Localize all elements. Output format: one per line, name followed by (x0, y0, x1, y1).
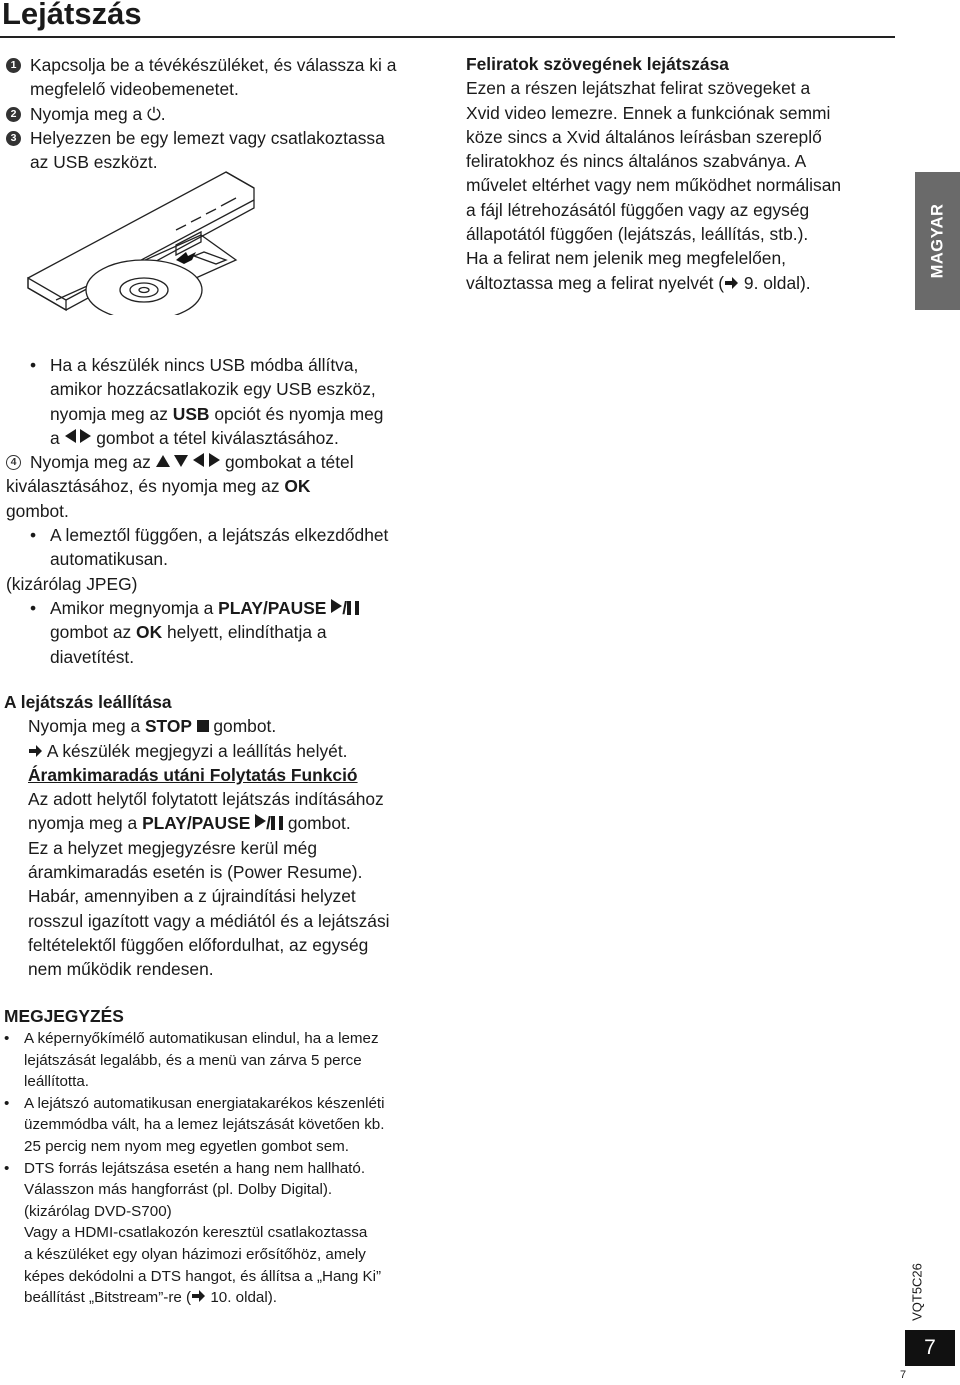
note-3-ref: 10. oldal). (206, 1289, 278, 1307)
step-4-bullet-1-line-2: automatikusan. (50, 549, 168, 570)
model-code (900, 1262, 934, 1322)
page-title: Lejátszás (2, 0, 142, 31)
usb-note-line-3 (50, 402, 383, 426)
resume-text-2: gombot. (282, 813, 351, 834)
stop-text: Nyomja meg a (28, 716, 145, 737)
bullet-2-text-2: gombot az (50, 622, 137, 643)
arrow-right-icon (191, 1289, 206, 1303)
subtitle-line-9 (466, 271, 896, 295)
note-1-line-1: A képernyőkímélő automatikusan elindul, ha a lemez (24, 1030, 379, 1047)
note-3-text: beállítást „Bitstream”-re ( (24, 1289, 192, 1307)
step-2-end: . (160, 103, 166, 124)
step-4-line-3: gombot. (6, 500, 69, 521)
right-arrow-icon (80, 429, 91, 443)
play-icon (331, 599, 342, 613)
play-icon (255, 814, 266, 828)
note-3 (4, 1158, 434, 1309)
step-4-bullet-1-line-1: A lemeztől függően, a lejátszás elkezdődhet (50, 525, 389, 546)
resume-line-7: feltételektől függően előfordulhat, az egység (28, 934, 369, 955)
left-arrow-icon (193, 453, 204, 467)
stop-line-2 (4, 739, 454, 763)
step-2 (6, 102, 446, 126)
note-3-line-7 (24, 1287, 381, 1309)
step-1 (6, 53, 446, 102)
pause-icon (271, 816, 283, 830)
subtitle-section (466, 52, 896, 295)
usb-note-text-2: opciót és nyomja meg (209, 403, 384, 424)
step-3 (6, 126, 446, 175)
stop-heading: A lejátszás leállítása (4, 692, 172, 712)
arrow-right-icon (724, 276, 739, 290)
step-number-4: 4 (6, 455, 21, 470)
step-3-line-2: az USB eszközt. (30, 152, 158, 173)
step-4-line-2 (6, 474, 446, 498)
usb-note-text: nyomja meg az (50, 403, 173, 424)
disc-player-illustration (26, 170, 258, 315)
note-1-line-2: lejátszását legalább, és a menü van zárva 5 perce (24, 1051, 362, 1069)
step-4-bullet-2-line-3: diavetítést. (50, 646, 135, 667)
note-2-line-3: 25 percig nem nyom meg egyetlen gombot sem. (24, 1137, 350, 1155)
language-tab-label: MAGYAR (928, 203, 946, 279)
steps-top (6, 53, 446, 174)
subtitle-line-1: Ezen a részen lejátszhat felirat szövegeket a (466, 78, 811, 99)
subtitle-line-5: művelet eltérhet vagy nem működhet normálisan (466, 175, 842, 196)
jpeg-only-note: (kizárólag JPEG) (6, 573, 138, 594)
subtitle-line-6: a fájl létrehozásától függően vagy az egység (466, 199, 810, 220)
arrow-right-icon (28, 744, 43, 758)
bullet-2-text: Amikor megnyomja a (50, 597, 219, 618)
stop-section (4, 690, 454, 982)
notes-section (4, 1004, 434, 1309)
resume-line-4: áramkimaradás esetén is (Power Resume). (28, 862, 363, 883)
note-3-line-3: (kizárólag DVD-S700) (24, 1202, 172, 1220)
step-4-bullet-2-line-2 (50, 620, 359, 644)
bullet: • (4, 1094, 10, 1112)
step-4-bullet-2-line-1: Amikor megnyomja a PLAY/PAUSE / (50, 596, 359, 620)
subtitle-line-9-text: változtassa meg a felirat nyelvét ( (466, 272, 725, 293)
note-3-line-5: a készüléket egy olyan házimozi erősítőhöz, amely (24, 1245, 366, 1263)
step-2-text: Nyomja meg a (30, 103, 147, 124)
usb-note-line-4 (50, 426, 383, 450)
note-2 (4, 1093, 434, 1158)
up-arrow-icon (156, 455, 170, 467)
title-rule (0, 36, 895, 38)
bullet: • (30, 525, 37, 546)
subtitle-heading: Feliratok szövegének lejátszása (466, 54, 729, 74)
resume-line-8: nem működik rendesen. (28, 959, 214, 980)
usb-note-line-2: amikor hozzácsatlakozik egy USB eszköz, (50, 379, 376, 400)
subtitle-line-7: állapotától függően (lejátszás, leállítás, stb.). (466, 224, 809, 245)
usb-note-text-4: gombot a tétel kiválasztásához. (91, 427, 339, 448)
play-pause-key-label: PLAY/PAUSE (218, 597, 332, 618)
subtitle-line-4: feliratokhoz és nincs általános szabványa. A (466, 151, 807, 172)
usb-note-text-3: a (50, 427, 65, 448)
note-3-line-4: Vagy a HDMI-csatlakozón keresztül csatlakoztassa (24, 1224, 368, 1242)
resume-line-3: Ez a helyzet megjegyzésre kerül még (28, 837, 318, 858)
note-2-line-2: üzemmódba vált, ha a lemez lejátszását követően kb. (24, 1116, 385, 1134)
note-1 (4, 1028, 434, 1093)
step-4-bullet-2 (6, 596, 446, 669)
page-number-box: 7 (905, 1330, 955, 1366)
step-4-bullet-1 (6, 523, 446, 572)
ok-key-label: OK (284, 476, 311, 497)
usb-note (6, 353, 446, 450)
step-4-text-2: gombokat a tétel (220, 452, 354, 473)
step-number-2: 2 (6, 107, 21, 122)
subtitle-line-9-ref: 9. oldal). (739, 272, 811, 293)
left-arrow-icon (65, 429, 76, 443)
subtitle-line-8: Ha a felirat nem jelenik meg megfelelően, (466, 248, 786, 269)
subtitle-line-2: Xvid video lemezre. Ennek a funkciónak semmi (466, 102, 831, 123)
usb-and-step4 (6, 353, 446, 669)
note-3-line-2: Válasszon más hangforrást (pl. Dolby Digital). (24, 1181, 333, 1199)
stop-key-label: STOP (144, 716, 197, 737)
language-tab (915, 172, 960, 310)
step-number-1: 1 (6, 58, 21, 73)
resume-line-1: Az adott helytől folytatott lejátszás indításához (28, 789, 384, 810)
ok-key-label-2: OK (136, 622, 163, 643)
resume-line-5: Habár, amennyiben a z újraindítási helyzet (28, 886, 356, 907)
power-icon: ⏻ (146, 103, 161, 124)
step-4-line-1 (30, 450, 354, 474)
step-4-text: Nyomja meg az (30, 452, 156, 473)
right-arrow-icon (209, 453, 220, 467)
resume-line-6: rosszul igazított vagy a médiától és a lejátszási (28, 910, 390, 931)
down-arrow-icon (174, 455, 188, 467)
subtitle-line-3: köze sincs a Xvid általános leírásban szereplő (466, 126, 822, 147)
model-code-text: VQT5C26 (909, 1263, 925, 1321)
resume-heading: Áramkimaradás utáni Folytatás Funkció (28, 764, 358, 785)
notes-heading: MEGJEGYZÉS (4, 1006, 124, 1026)
stop-text-2: gombot. (208, 716, 277, 737)
step-4-text-3: kiválasztásához, és nyomja meg az (6, 476, 285, 497)
step-4 (6, 450, 446, 474)
resume-line-2: nyomja meg a PLAY/PAUSE / gombot. (28, 813, 351, 834)
bullet: • (30, 355, 37, 375)
note-3-line-1: DTS forrás lejátszása esetén a hang nem hallható. (24, 1159, 366, 1177)
step-1-line-1: Kapcsolja be a tévékészüléket, és válassza ki a (30, 55, 397, 75)
resume-text: nyomja meg a (28, 813, 143, 834)
usb-key-label: USB (172, 403, 210, 424)
pause-icon (347, 601, 359, 615)
usb-note-line-1: Ha a készülék nincs USB módba állítva, (50, 355, 359, 375)
bullet: • (4, 1159, 10, 1177)
stop-icon (197, 720, 209, 732)
bullet-2-text-3: helyett, elindíthatja a (162, 622, 327, 643)
stop-line-1 (4, 714, 454, 738)
bullet: • (4, 1030, 10, 1047)
note-2-line-1: A lejátszó automatikusan energiatakarékos készenléti (24, 1094, 385, 1112)
stop-result-text: A készülék megjegyzi a leállítás helyét. (43, 740, 348, 761)
bullet: • (30, 597, 37, 618)
note-3-line-6: képes dekódolni a DTS hangot, és állítsa a „Hang Ki” (24, 1267, 382, 1285)
step-number-3: 3 (6, 131, 21, 146)
step-1-line-2: megfelelő videobemenetet. (30, 79, 239, 100)
page-number-small: 7 (900, 1369, 907, 1381)
play-pause-key-label: PLAY/PAUSE (142, 813, 256, 834)
step-3-line-1: Helyezzen be egy lemezt vagy csatlakoztassa (30, 127, 385, 148)
note-1-line-3: leállította. (24, 1073, 90, 1091)
